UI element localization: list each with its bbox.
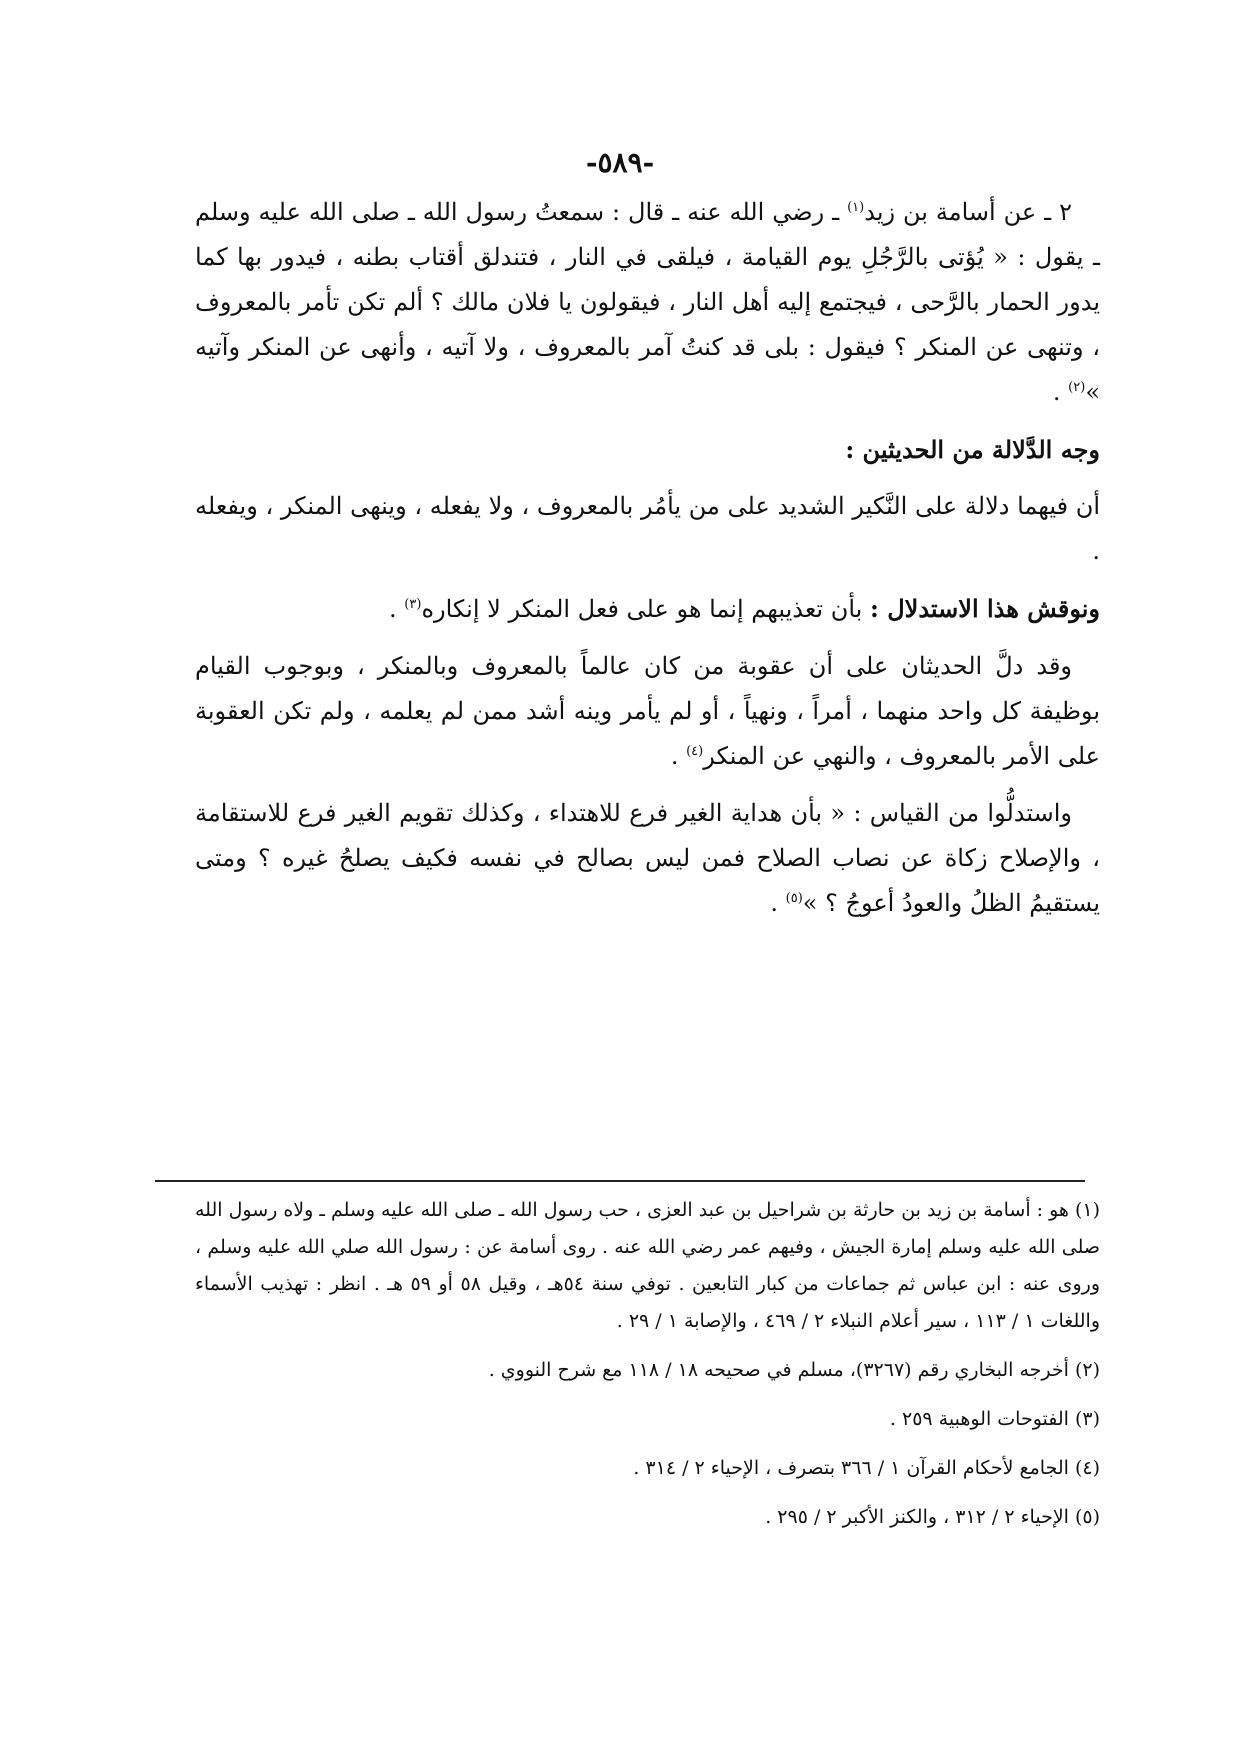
body-paragraph — [195, 644, 1100, 779]
footnote-text: أخرجه البخاري رقم (٣٢٦٧)، مسلم في صحيحه ١٨ / ١١٨ مع شرح النووي . — [488, 1359, 1069, 1381]
paragraph-text: واستدلُّوا من القياس : « بأن هداية الغير فرع للاهتداء ، وكذلك تقويم الغير فرع للاستقامة ، والإصلاح زكاة عن نصاب الصلاح فمن ليس بصالح في نفسه فكيف يصلحُ غيره ؟ ومتى يستقيمُ الظلُ والعودُ أعوجُ ؟ » — [195, 799, 1100, 917]
footnote — [195, 1450, 1100, 1487]
footnote-divider — [155, 1180, 1085, 1182]
discussion-paragraph — [195, 586, 1100, 632]
page-number: -٥٨٩- — [585, 146, 655, 179]
main-text — [195, 190, 1100, 938]
footnote-number: (٢) — [1074, 1359, 1100, 1381]
footnote-number: (٣) — [1074, 1408, 1100, 1430]
paragraph-text: ـ رضي الله عنه ـ قال : سمعتُ رسول الله ـ صلى الله عليه وسلم ـ يقول : « يُؤتى بالرَّجُلِ يوم القيامة ، فيلقى في النار ، فتندلق أقتاب بطنه ، فيدور بها كما يدور الحمار بالرَّحى ، فيجتمع إليه أهل النار ، فيقولون يا فلان مالك ؟ ألم تكن تأمر بالمعروف ، وتنهى عن المنكر ؟ فيقول : بلى قد كنتُ آمر بالمعروف ، ولا آتيه ، وأنهى عن المنكر وآتيه » — [195, 198, 1100, 406]
hadith-paragraph — [195, 190, 1100, 415]
footnote — [195, 1192, 1100, 1340]
paragraph-text: بأن تعذيبهم إنما هو على فعل المنكر لا إنكاره — [421, 595, 870, 623]
footnote — [195, 1499, 1100, 1536]
footnotes — [195, 1192, 1100, 1548]
analogy-paragraph — [195, 791, 1100, 926]
body-paragraph: أن فيهما دلالة على النَّكير الشديد على من يأمُر بالمعروف ، ولا يفعله ، وينهى المنكر ، ويفعله . — [195, 492, 1100, 565]
footnote — [195, 1352, 1100, 1389]
footnote-number: (٥) — [1074, 1506, 1100, 1528]
footnote-ref: (٤) — [686, 744, 704, 759]
footnote-ref: (٢) — [1068, 380, 1086, 395]
footnote-ref: (٣) — [404, 597, 422, 612]
paragraph-text: وقد دلَّ الحديثان على أن عقوبة من كان عالماً بالمعروف وبالمنكر ، وبوجوب القيام بوظيفة كل واحد منهما ، أمراً ، ونهياً ، أو لم يأمر وينه أشد ممن لم يعلمه ، ولم تكن العقوبة على الأمر بالمعروف ، والنهي عن المنكر — [195, 652, 1100, 770]
paragraph-text: . — [1052, 378, 1069, 406]
footnote-number: (١) — [1074, 1199, 1100, 1221]
footnote-ref: (١) — [847, 200, 865, 215]
footnote — [195, 1401, 1100, 1438]
paragraph-text: ٢ ـ عن أسامة بن زيد — [864, 198, 1072, 226]
footnote-text: الفتوحات الوهبية ٢٥٩ . — [889, 1408, 1069, 1430]
footnote-text: الإحياء ٢ / ٣١٢ ، والكنز الأكبر ٢ / ٢٩٥ . — [765, 1506, 1069, 1528]
paragraph-text: . — [670, 742, 687, 770]
bold-lead-text: ونوقش هذا الاستدلال : — [869, 594, 1100, 623]
footnote-text: الجامع لأحكام القرآن ١ / ٣٦٦ بتصرف ، الإحياء ٢ / ٣١٤ . — [633, 1457, 1069, 1479]
section-heading: وجه الدَّلالة من الحديثين : — [845, 435, 1100, 464]
footnote-ref: (٥) — [785, 891, 803, 906]
paragraph-text: . — [770, 889, 786, 917]
footnote-number: (٤) — [1074, 1457, 1100, 1479]
footnote-text: هو : أسامة بن زيد بن حارثة بن شراحيل بن عبد العزى ، حب رسول الله ـ صلى الله عليه وسلم ـ ولاه رسول الله صلى الله عليه وسلم إمارة الجيش ، وفيهم عمر رضي الله عنه . روى أسامة عن : رسول الله صلي الله عليه وسلم ، وروى عنه : ابن عباس ثم جماعات من كبار التابعين . توفي سنة ٥٤هـ ، وقيل ٥٨ أو ٥٩ هـ . انظر : تهذيب الأسماء واللغات ١ / ١١٣ ، سير أعلام النبلاء ٢ / ٤٦٩ ، والإصابة ١ / ٢٩ . — [195, 1199, 1100, 1332]
paragraph-text: . — [389, 595, 405, 623]
